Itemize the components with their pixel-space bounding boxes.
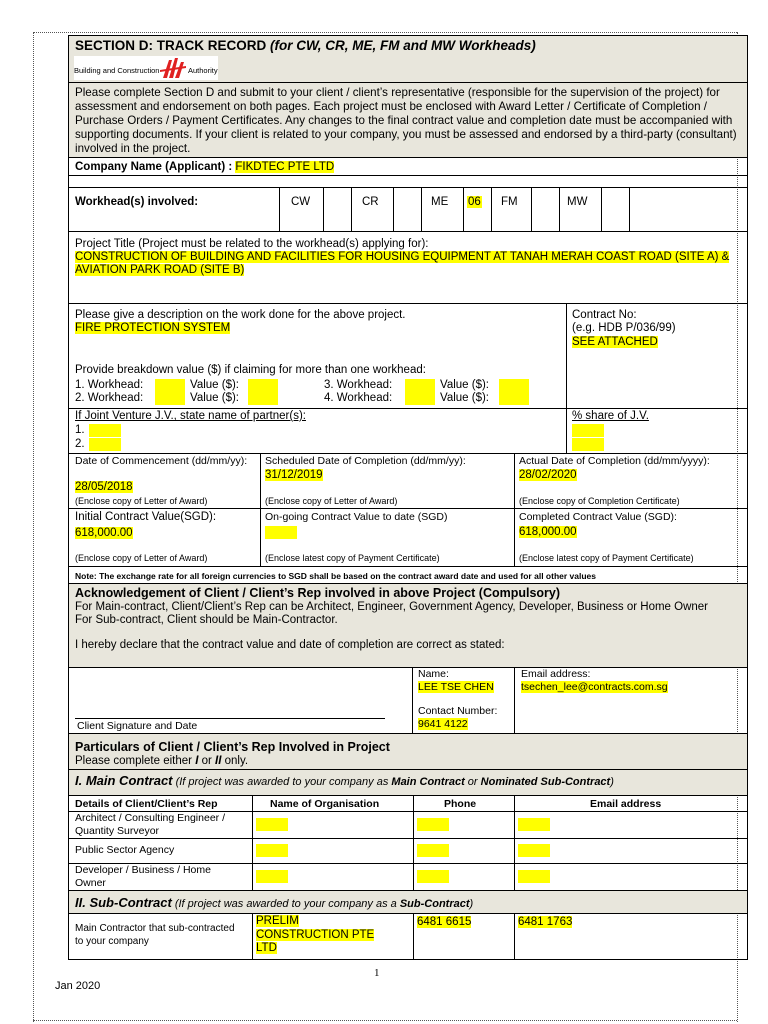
breakdown-workhead-1-field[interactable] (155, 379, 185, 392)
completed-value-value[interactable]: 618,000.00 (519, 526, 577, 538)
breakdown-value-1-field[interactable] (248, 379, 278, 392)
jv-partner-1-field[interactable] (89, 424, 121, 437)
footer-date: Jan 2020 (55, 980, 101, 992)
ack-title: Acknowledgement of Client / Client’s Rep involved in above Project (Compulsory) (75, 586, 561, 600)
breakdown-workhead-4-label: 4. Workhead: (324, 392, 393, 404)
main-contract-heading: I. Main Contract (If project was awarded to your company as Main Contract or Nominated Sub-Contract) (75, 773, 614, 788)
breakdown-workhead-3-field[interactable] (405, 379, 435, 392)
initial-value-note: (Enclose copy of Letter of Award) (75, 553, 208, 563)
actual-completion-label: Actual Date of Completion (dd/mm/yyyy): (519, 455, 710, 467)
workhead-fm-label: FM (501, 196, 518, 208)
completed-value-note: (Enclose latest copy of Payment Certificate) (519, 553, 694, 563)
project-title-value[interactable]: CONSTRUCTION OF BUILDING AND FACILITIES FOR HOUSING EQUIPMENT AT TANAH MERAH COAST ROAD (SITE A) & AVIATION PARK ROAD (SITE B) (75, 251, 730, 276)
workhead-cr-label: CR (362, 196, 379, 208)
table-row-architect-email[interactable] (518, 818, 550, 831)
signature-line[interactable] (75, 718, 385, 719)
company-name-label: Company Name (Applicant) : (75, 161, 233, 173)
breakdown-value-4-label: Value ($): (440, 392, 490, 404)
table-row-public-sector-email[interactable] (518, 844, 550, 857)
sub-contract-organisation[interactable]: PRELIM CONSTRUCTION PTE LTD (256, 915, 375, 954)
jv-label: If Joint Venture J.V., state name of partner(s): (75, 410, 306, 422)
sub-contract-phone[interactable]: 6481 6615 (417, 916, 472, 928)
scheduled-completion-label: Scheduled Date of Completion (dd/mm/yy): (265, 455, 466, 467)
table-row-developer-label: Developer / Business / Home Owner (75, 864, 211, 889)
exchange-rate-note: Note: The exchange rate for all foreign currencies to SGD shall be based on the contract award date and used for all other values (75, 571, 596, 581)
scheduled-completion-value[interactable]: 31/12/2019 (265, 469, 323, 481)
company-name-row (75, 161, 334, 174)
name-value[interactable]: LEE TSE CHEN (418, 681, 494, 693)
bca-logo-icon (160, 56, 186, 80)
name-label: Name: (418, 668, 449, 680)
section-title: SECTION D: TRACK RECORD (for CW, CR, ME, FM and MW Workheads) (75, 38, 536, 53)
initial-value-label: Initial Contract Value(SGD): (75, 511, 217, 523)
workhead-cw-label: CW (291, 196, 311, 208)
actual-completion-note: (Enclose copy of Completion Certificate) (519, 496, 680, 506)
particulars-subtitle: Please complete either I or II only. (75, 755, 249, 767)
page-border-top (33, 32, 737, 33)
table-row-architect-label: Architect / Consulting Engineer / Quantity Surveyor (75, 812, 225, 837)
description-value[interactable]: FIRE PROTECTION SYSTEM (75, 322, 231, 334)
intro-text: Please complete Section D and submit to your client / client’s representative (responsible for the supervision of the project) for assessment and endorsement on both pages. Each project must be enclosed with Award Letter / Certificate of Completion / Purchase Orders / Payment Certificates. Any changes to the final contract value and completion date must be accompanied with supporting documents. If your client is related to your company, you must be assessed and endorsed by a third-party (consultant) involved in the project. (75, 86, 737, 155)
breakdown-value-2-label: Value ($): (190, 392, 240, 404)
scheduled-completion-note: (Enclose copy of Letter of Award) (265, 496, 398, 506)
actual-completion-value[interactable]: 28/02/2020 (519, 469, 577, 481)
table-header-phone: Phone (444, 798, 477, 810)
breakdown-workhead-2-label: 2. Workhead: (75, 392, 144, 404)
signature-label: Client Signature and Date (77, 720, 198, 732)
ongoing-value-field[interactable] (265, 526, 297, 539)
workhead-me-label: ME (431, 196, 449, 208)
jv-partner-2-label: 2. (75, 438, 85, 450)
contract-no-example: (e.g. HDB P/036/99) (572, 322, 676, 334)
sub-contract-email[interactable]: 6481 1763 (518, 916, 573, 928)
jv-share-1-field[interactable] (572, 424, 604, 437)
table-row-architect-organisation[interactable] (256, 818, 288, 831)
table-row-public-sector-organisation[interactable] (256, 844, 288, 857)
sub-contract-row-label: Main Contractor that sub-contracted to your company (75, 923, 235, 947)
workhead-mw-label: MW (567, 196, 588, 208)
commencement-note: (Enclose copy of Letter of Award) (75, 496, 208, 506)
logo-text-right: Authority (188, 66, 218, 75)
ongoing-value-note: (Enclose latest copy of Payment Certificate) (265, 553, 440, 563)
commencement-label: Date of Commencement (dd/mm/yy): (75, 455, 248, 467)
ack-line-1: For Main-contract, Client/Client’s Rep can be Architect, Engineer, Government Agency, Developer, Business or Home Owner (75, 601, 709, 613)
sub-contract-heading: II. Sub-Contract (If project was awarded to your company as a Sub-Contract) (75, 895, 474, 910)
contact-number-value[interactable]: 9641 4122 (418, 718, 468, 730)
completed-value-label: Completed Contract Value (SGD): (519, 511, 677, 523)
initial-value-value[interactable]: 618,000.00 (75, 527, 133, 539)
logo-text-left: Building and Construction (74, 66, 160, 75)
ack-line-2: For Sub-contract, Client should be Main-Contractor. (75, 614, 338, 626)
breakdown-value-1-label: Value ($): (190, 379, 240, 391)
table-header-email: Email address (590, 798, 662, 810)
table-row-architect-phone[interactable] (417, 818, 449, 831)
company-name-value[interactable]: FIKDTEC PTE LTD (235, 161, 335, 173)
jv-share-2-field[interactable] (572, 438, 604, 451)
breakdown-workhead-1-label: 1. Workhead: (75, 379, 144, 391)
table-row-public-sector-phone[interactable] (417, 844, 449, 857)
contract-no-label: Contract No: (572, 309, 637, 321)
email-label: Email address: (521, 668, 591, 680)
breakdown-workhead-2-field[interactable] (155, 392, 185, 405)
breakdown-value-3-field[interactable] (499, 379, 529, 392)
jv-partner-2-field[interactable] (89, 438, 121, 451)
breakdown-value-2-field[interactable] (248, 392, 278, 405)
breakdown-workhead-4-field[interactable] (405, 392, 435, 405)
workhead-me-value[interactable]: 06 (468, 196, 481, 208)
table-row-public-sector-label: Public Sector Agency (75, 844, 175, 856)
page-number: 1 (374, 967, 380, 979)
workhead-label: Workhead(s) involved: (75, 196, 199, 208)
project-title-label: Project Title (Project must be related to the workhead(s) applying for): (75, 238, 429, 250)
jv-partner-1-label: 1. (75, 424, 85, 436)
page-border-bottom (33, 1020, 737, 1021)
bca-logo (74, 56, 218, 80)
particulars-title: Particulars of Client / Client’s Rep Involved in Project (75, 740, 390, 754)
contact-number-label: Contact Number: (418, 705, 498, 717)
breakdown-value-3-label: Value ($): (440, 379, 490, 391)
ongoing-value-label: On-going Contract Value to date (SGD) (265, 511, 448, 523)
contract-no-value[interactable]: SEE ATTACHED (572, 336, 658, 348)
declaration-text: I hereby declare that the contract value and date of completion are correct as stated: (75, 639, 505, 651)
table-row-developer-email[interactable] (518, 870, 550, 883)
commencement-value[interactable]: 28/05/2018 (75, 481, 133, 493)
breakdown-workhead-3-label: 3. Workhead: (324, 379, 393, 391)
table-row-developer-organisation[interactable] (256, 870, 288, 883)
description-label: Please give a description on the work done for the above project. (75, 309, 406, 321)
table-header-organisation: Name of Organisation (270, 798, 380, 810)
jv-share-label: % share of J.V. (572, 410, 649, 422)
email-value[interactable]: tsechen_lee@contracts.com.sg (521, 681, 668, 693)
breakdown-label: Provide breakdown value ($) if claiming for more than one workhead: (75, 364, 426, 376)
breakdown-value-4-field[interactable] (499, 392, 529, 405)
table-header-details: Details of Client/Client’s Rep (75, 798, 218, 810)
table-row-developer-phone[interactable] (417, 870, 449, 883)
page-border-left (33, 32, 34, 1022)
